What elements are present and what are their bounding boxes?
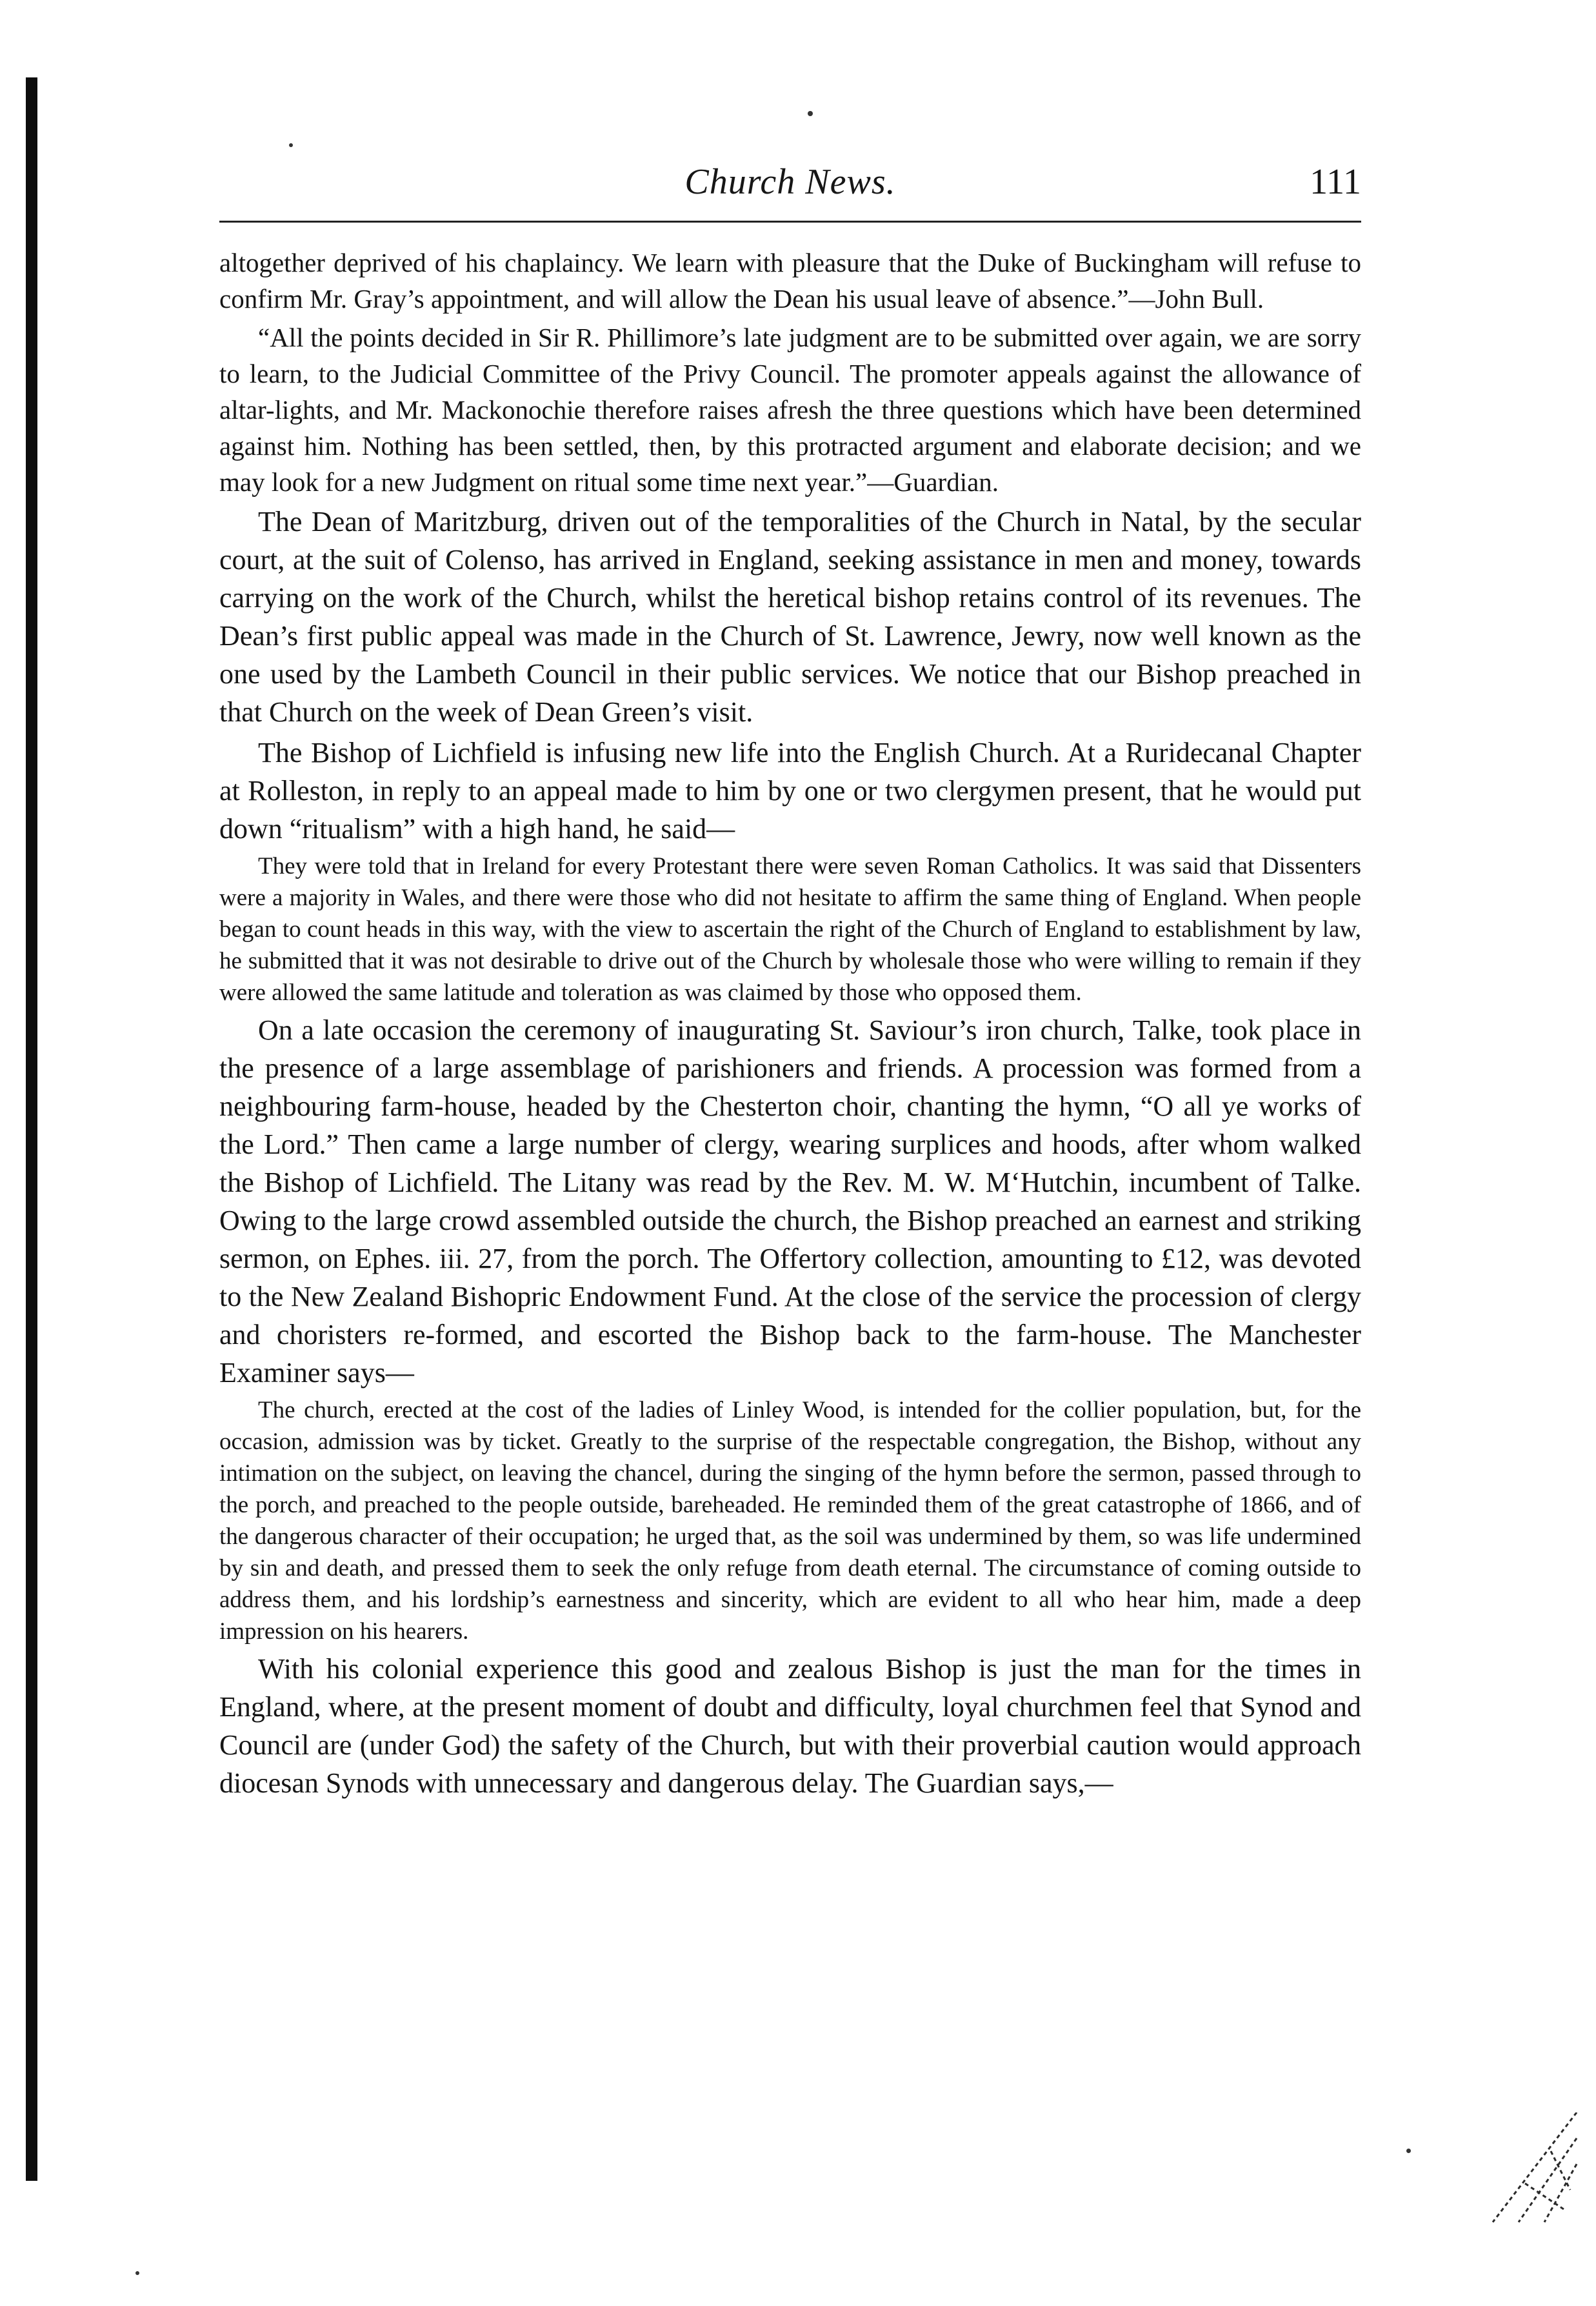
quoted-speech: They were told that in Ireland for every Protestant there were seven Roman Catholics. It was said that Dissenters were a majority in Wales, and there were those who did not hesitate to affirm the same thing of England. When people began to count heads in this way, with the view to ascertain the right of the Church of England to establishment by law, he submitted that it was not desirable to drive out of the Church by wholesale those who were willing to remain if they were allowed the same latitude and toleration as was claimed by those who opposed them. [219,853,1361,1006]
paragraph-colonial-experience: With his colonial experience this good and zealous Bishop is just the man for the times in England, where, at the present moment of doubt and difficulty, loyal churchmen feel that Synod and Council are (under God) the safety of the Church, but with their proverbial caution would approach diocesan Synods with unnecessary and dangerous delay. The Guardian says,— [219,1653,1361,1799]
running-head [219,161,1361,213]
paragraph-bishop-of-lichfield: The Bishop of Lichfield is infusing new life into the English Church. At a Ruridecanal Chapter at Rolleston, in reply to an appeal made to him by one or two clergymen present, that he would put down “ritualism” with a high hand, he said— [219,737,1361,845]
paragraph-st-saviours-church: On a late occasion the ceremony of inaugurating St. Saviour’s iron church, Talke, took place in the presence of a large assemblage of parishioners and friends. A procession was formed from a neighbouring farm-house, headed by the Chesterton choir, chanting the hymn, “O all ye works of the Lord.” Then came a large number of clergy, wearing surplices and hoods, after whom walked the Bishop of Lichfield. The Litany was read by the Rev. M. W. M‘Hutchin, incumbent of Talke. Owing to the large crowd assembled outside the church, the Bishop preached an earnest and striking sermon, on Ephes. iii. 27, from the porch. The Offertory collection, amounting to £12, was devoted to the New Zealand Bishopric Endowment Fund. At the close of the service the procession of clergy and choristers re-formed, and escorted the Bishop back to the farm-house. The Manchester Examiner says— [219,1014,1361,1389]
quoted-manchester-examiner: The church, erected at the cost of the ladies of Linley Wood, is intended for the collier population, but, for the occasion, admission was by ticket. Greatly to the surprise of the respectable congregation, the Bishop, without any intimation on the subject, on leaving the chancel, during the singing of the hymn before the sermon, passed through to the porch, and preached to the people outside, bareheaded. He reminded them of the great catastrophe of 1866, and of the dangerous character of their occupation; he urged that, as the soil was undermined by them, so was life undermined by sin and death, and pressed them to seek the only refuge from death eternal. The circumstance of coming outside to address them, and his lordship’s earnestness and sincerity, which are evident to all who hear him, made a deep impression on his hearers. [219,1397,1361,1645]
print-speck [808,111,813,116]
paragraph-quote-guardian: “All the points decided in Sir R. Phillimore’s late judgment are to be submitted over again, we are sorry to learn, to the Judicial Committee of the Privy Council. The promoter appeals against the allowance of altar-lights, and Mr. Mackonochie therefore raises afresh the three questions which have been determined against him. Nothing has been settled, then, by this protracted argument and elaborate decision; and we may look for a new Judgment on ritual some time next year.”—Guardian. [219,323,1361,497]
print-speck [135,2271,139,2275]
paragraph-continuation: altogether deprived of his chaplaincy. We learn with pleasure that the Duke of Buckingham will refuse to confirm Mr. Gray’s appointment, and will allow the Dean his usual leave of absence.”—John Bull. [219,248,1361,314]
print-speck [289,143,293,147]
page-number: 111 [1310,162,1361,202]
binding-edge [26,77,37,2181]
running-title: Church News. [684,162,896,202]
page-damage-mark [1480,2112,1583,2229]
page-content [219,161,1361,1802]
header-rule [219,221,1361,223]
paragraph-dean-of-maritzburg: The Dean of Maritzburg, driven out of the temporalities of the Church in Natal, by the secular court, at the suit of Colenso, has arrived in England, seeking assistance in men and money, towards carrying on the work of the Church, whilst the heretical bishop retains control of its revenues. The Dean’s first public appeal was made in the Church of St. Lawrence, Jewry, now well known as the one used by the Lambeth Council in their public services. We notice that our Bishop preached in that Church on the week of Dean Green’s visit. [219,506,1361,728]
print-speck [1406,2149,1411,2153]
